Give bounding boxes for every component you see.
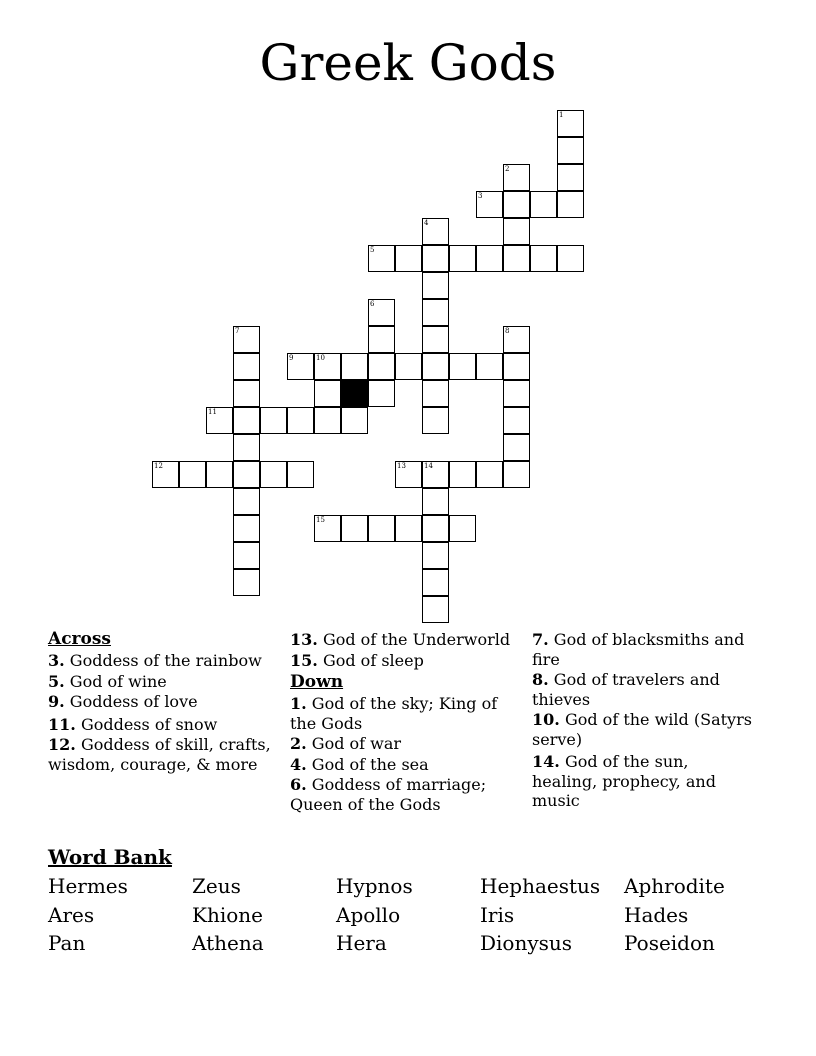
clue-down-6 — [290, 775, 515, 814]
grid-cell[interactable] — [530, 191, 557, 218]
grid-cell[interactable] — [395, 461, 422, 488]
clue-text: God of the sky; King of the Gods — [290, 694, 498, 733]
grid-cell[interactable] — [449, 461, 476, 488]
word-bank — [48, 872, 768, 958]
grid-cell[interactable] — [152, 461, 179, 488]
grid-cell[interactable] — [503, 326, 530, 353]
cell-number: 2 — [505, 165, 510, 173]
grid-cell[interactable] — [503, 164, 530, 191]
grid-cell[interactable] — [422, 542, 449, 569]
cell-number: 12 — [154, 462, 163, 470]
clue-text: Goddess of skill, crafts, wisdom, courage, & more — [48, 735, 271, 774]
grid-cell[interactable] — [233, 326, 260, 353]
grid-cell[interactable] — [233, 434, 260, 461]
grid-cell[interactable] — [368, 245, 395, 272]
down-header: Down — [290, 672, 344, 692]
clue-number: 9. — [48, 692, 65, 711]
clue-across-11 — [48, 715, 278, 735]
clue-across-3 — [48, 651, 278, 671]
clue-text: God of the Underworld — [322, 630, 511, 649]
word-bank-item: Athena — [192, 931, 264, 955]
word-bank-item: Dionysus — [480, 931, 573, 955]
grid-cell[interactable] — [314, 407, 341, 434]
grid-cell[interactable] — [503, 353, 530, 380]
word-bank-item: Aphrodite — [624, 874, 725, 898]
grid-cell[interactable] — [395, 515, 422, 542]
grid-cell[interactable] — [368, 299, 395, 326]
clue-down-14 — [532, 752, 752, 811]
word-bank-item: Hades — [624, 902, 689, 927]
grid-cell[interactable] — [422, 218, 449, 245]
grid-cell[interactable] — [233, 461, 260, 488]
clue-down-2 — [290, 734, 515, 754]
grid-cell[interactable] — [449, 353, 476, 380]
grid-cell[interactable] — [287, 461, 314, 488]
cell-number: 10 — [316, 354, 325, 362]
clue-number: 8. — [532, 670, 549, 689]
cell-number: 14 — [424, 462, 433, 470]
grid-cell[interactable] — [422, 299, 449, 326]
clue-number: 5. — [48, 671, 65, 691]
word-bank-item: Hera — [336, 931, 387, 955]
grid-cell[interactable] — [503, 461, 530, 488]
cell-number: 1 — [559, 111, 564, 119]
grid-cell[interactable] — [260, 461, 287, 488]
grid-cell[interactable] — [233, 407, 260, 434]
grid-cell[interactable] — [287, 353, 314, 380]
across-header: Across — [48, 629, 111, 649]
word-bank-item: Apollo — [336, 902, 401, 927]
clue-text: God of the sun, healing, prophecy, and music — [532, 752, 716, 810]
word-bank-title: Word Bank — [48, 845, 172, 869]
grid-cell[interactable] — [206, 461, 233, 488]
grid-cell[interactable] — [233, 542, 260, 569]
grid-cell[interactable] — [557, 245, 584, 272]
grid-cell[interactable] — [206, 407, 233, 434]
grid-cell[interactable] — [422, 353, 449, 380]
clue-number: 6. — [290, 775, 307, 794]
word-bank-item: Ares — [48, 902, 95, 927]
grid-cell[interactable] — [422, 596, 449, 623]
clue-number: 12. — [48, 735, 76, 754]
grid-cell[interactable] — [476, 461, 503, 488]
grid-cell[interactable] — [422, 461, 449, 488]
grid-cell[interactable] — [422, 488, 449, 515]
grid-cell[interactable] — [260, 407, 287, 434]
grid-cell[interactable] — [422, 515, 449, 542]
grid-cell[interactable] — [530, 245, 557, 272]
word-bank-item: Zeus — [192, 874, 241, 898]
clue-text: Goddess of the rainbow — [69, 651, 262, 670]
cell-number: 8 — [505, 327, 510, 335]
grid-cell[interactable] — [557, 164, 584, 191]
grid-cell[interactable] — [314, 380, 341, 407]
grid-cell[interactable] — [341, 353, 368, 380]
clues-column-2 — [290, 628, 515, 815]
grid-cell[interactable] — [233, 488, 260, 515]
grid-cell[interactable] — [314, 353, 341, 380]
clue-across-9 — [48, 692, 278, 712]
clues-column-3 — [532, 628, 752, 812]
cell-number: 6 — [370, 300, 375, 308]
clue-text: Goddess of love — [69, 692, 198, 711]
clue-number: 11. — [48, 714, 76, 734]
grid-cell[interactable] — [287, 407, 314, 434]
grid-cell[interactable] — [233, 380, 260, 407]
clue-down-4 — [290, 755, 515, 775]
grid-cell[interactable] — [341, 515, 368, 542]
clue-number: 15. — [290, 650, 318, 670]
clue-number: 2. — [290, 734, 307, 753]
clue-number: 7. — [532, 630, 549, 649]
page-title: Greek Gods — [259, 34, 557, 92]
cell-number: 15 — [316, 516, 325, 524]
clue-number: 4. — [290, 754, 307, 774]
black-square — [341, 380, 368, 407]
cell-number: 5 — [370, 246, 375, 254]
grid-cell[interactable] — [422, 326, 449, 353]
clue-down-1 — [290, 694, 515, 733]
word-bank-item: Hermes — [48, 874, 128, 898]
clue-text: God of travelers and thieves — [532, 670, 720, 709]
word-bank-item: Hypnos — [336, 874, 413, 898]
grid-cell[interactable] — [422, 245, 449, 272]
clues-column-1 — [48, 628, 278, 775]
clue-text: God of war — [311, 734, 402, 753]
grid-cell[interactable] — [503, 245, 530, 272]
clue-down-10 — [532, 710, 752, 749]
word-bank-item: Hephaestus — [480, 874, 601, 898]
cell-number: 11 — [208, 408, 217, 416]
clue-text: God of sleep — [322, 650, 424, 670]
grid-cell[interactable] — [503, 407, 530, 434]
word-bank-item: Pan — [48, 931, 86, 955]
grid-cell[interactable] — [557, 137, 584, 164]
grid-cell[interactable] — [557, 110, 584, 137]
clue-number: 10. — [532, 710, 560, 729]
clue-text: God of wine — [69, 671, 167, 691]
grid-cell[interactable] — [476, 191, 503, 218]
grid-cell[interactable] — [503, 218, 530, 245]
grid-cell[interactable] — [395, 353, 422, 380]
clue-number: 14. — [532, 752, 560, 771]
grid-cell[interactable] — [341, 407, 368, 434]
word-bank-item: Poseidon — [624, 931, 715, 955]
cell-number: 9 — [289, 354, 294, 362]
grid-cell[interactable] — [449, 245, 476, 272]
clue-text: God of the sea — [311, 754, 429, 774]
grid-cell[interactable] — [557, 191, 584, 218]
grid-cell[interactable] — [422, 407, 449, 434]
clue-down-8 — [532, 670, 752, 709]
grid-cell[interactable] — [233, 353, 260, 380]
clue-across-5 — [48, 672, 278, 692]
clue-across-13 — [290, 630, 515, 650]
grid-cell[interactable] — [503, 191, 530, 218]
cell-number: 3 — [478, 192, 483, 200]
grid-cell[interactable] — [476, 245, 503, 272]
cell-number: 13 — [397, 462, 406, 470]
grid-cell[interactable] — [314, 515, 341, 542]
cell-number: 7 — [235, 327, 240, 335]
grid-cell[interactable] — [179, 461, 206, 488]
grid-cell[interactable] — [422, 380, 449, 407]
clue-number: 1. — [290, 694, 307, 713]
grid-cell[interactable] — [422, 569, 449, 596]
clue-number: 3. — [48, 651, 65, 670]
grid-cell[interactable] — [368, 380, 395, 407]
grid-cell[interactable] — [395, 245, 422, 272]
word-bank-item: Iris — [480, 902, 515, 927]
grid-cell[interactable] — [503, 380, 530, 407]
grid-cell[interactable] — [449, 515, 476, 542]
grid-cell[interactable] — [368, 353, 395, 380]
grid-cell[interactable] — [476, 353, 503, 380]
clue-text: Goddess of marriage; Queen of the Gods — [290, 775, 487, 814]
grid-cell[interactable] — [368, 326, 395, 353]
grid-cell[interactable] — [422, 272, 449, 299]
grid-cell[interactable] — [503, 434, 530, 461]
clue-text: Goddess of snow — [80, 714, 218, 734]
grid-cell[interactable] — [368, 515, 395, 542]
word-bank-item: Khione — [192, 902, 263, 927]
clue-across-12 — [48, 735, 278, 774]
clue-down-7 — [532, 630, 752, 669]
clue-text: God of the wild (Satyrs serve) — [532, 710, 752, 749]
grid-cell[interactable] — [233, 515, 260, 542]
clue-across-15 — [290, 651, 515, 671]
grid-cell[interactable] — [233, 569, 260, 596]
clue-text: God of blacksmiths and fire — [532, 630, 745, 669]
clue-number: 13. — [290, 630, 318, 649]
cell-number: 4 — [424, 219, 429, 227]
